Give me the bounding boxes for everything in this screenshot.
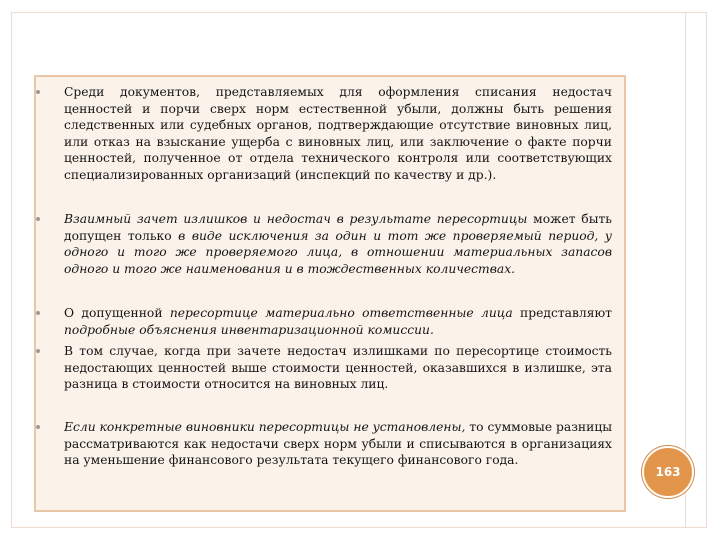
list-item bbox=[64, 419, 612, 469]
item-text-italic: подробные объяснения инвентаризационной комиссии. bbox=[64, 322, 434, 337]
bullet-icon bbox=[36, 425, 40, 429]
item-text-italic: Взаимный зачет излишков и недостач в результате пересортицы bbox=[64, 212, 528, 226]
bullet-icon bbox=[36, 217, 40, 221]
bullet-icon bbox=[36, 90, 40, 94]
list-item bbox=[64, 305, 612, 338]
list-item bbox=[64, 84, 612, 184]
page-number-badge: 163 bbox=[642, 446, 694, 498]
item-text: Среди документов, представляемых для оформления списания недостач ценностей и порчи сверх норм естественной убыли, должны быть решения следственных или судебных органов, подтверждающие отсутствие виновных лиц, или отказ на взыскание ущерба с виновных лиц, или заключение о факте порчи ценностей, полученное от отдела технического контроля или соответствующих специализированных организаций (инспекций по качеству и др.). bbox=[64, 85, 612, 182]
bullet-icon bbox=[36, 311, 40, 315]
item-text: В том случае, когда при зачете недостач излишками по пересортице стоимость недостающих ценностей выше стоимости ценностей, оказавшихся в излишке, эта разница в стоимости относится на виновных лиц. bbox=[64, 344, 612, 392]
list-item bbox=[64, 211, 612, 277]
item-text: О допущенной bbox=[64, 306, 170, 320]
frame-divider bbox=[685, 12, 686, 528]
bullet-icon bbox=[36, 349, 40, 353]
list-item bbox=[64, 343, 612, 393]
item-text: то суммовые разницы рассматриваются как недостачи сверх норм убыли и списываются в организациях на уменьшение финансового результата текущего финансового года. bbox=[64, 420, 613, 468]
item-text-italic: в виде исключения за один и тот же проверяемый период, у одного и того же проверяемого лица, в отношении материальных запасов одного и того же наименования и в тождественных количествах. bbox=[64, 228, 612, 276]
item-text: может быть допущен только bbox=[64, 212, 612, 243]
item-text: представляют bbox=[512, 306, 612, 320]
item-text-italic: Если конкретные виновники пересортицы не установлены, bbox=[64, 420, 466, 434]
item-text-italic: пересортице материально ответственные лица bbox=[169, 306, 513, 320]
